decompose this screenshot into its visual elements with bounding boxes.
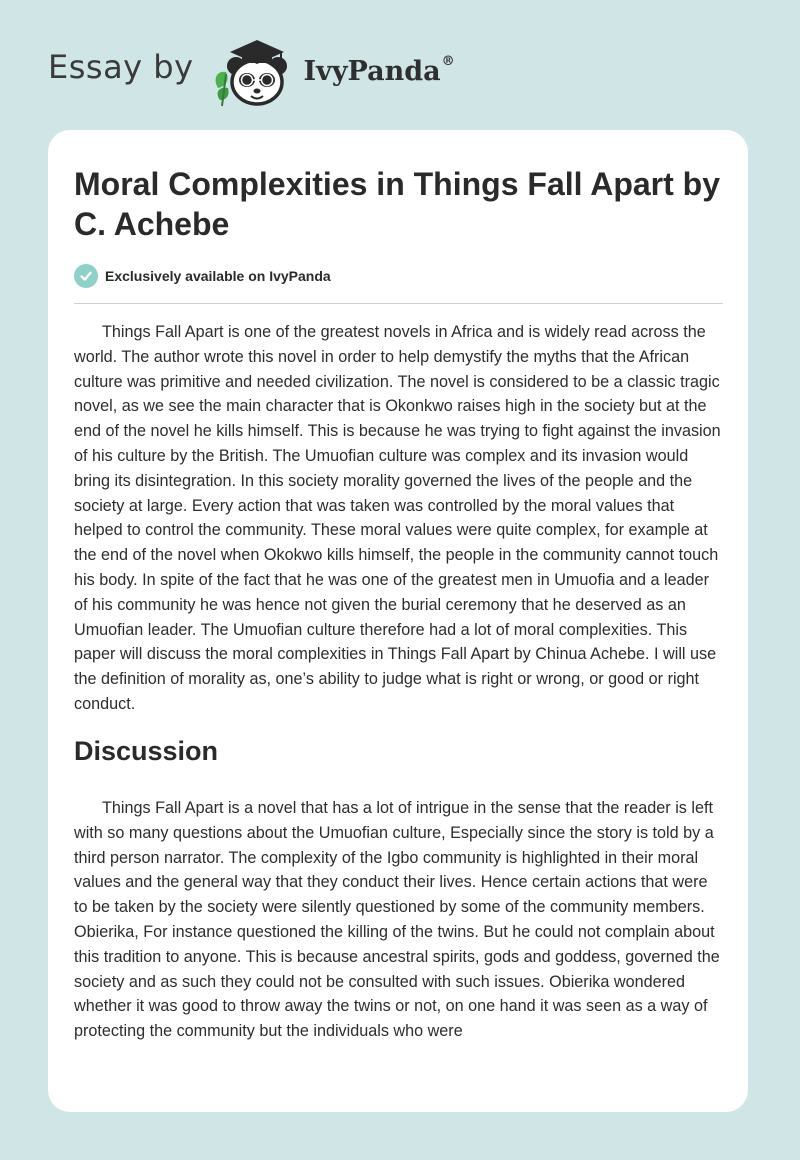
brand-name[interactable]: IvyPanda® (303, 53, 455, 87)
panda-graduate-icon[interactable] (208, 30, 300, 110)
check-icon (74, 264, 98, 288)
page-title: Moral Complexities in Things Fall Apart by C. Achebe (74, 166, 721, 242)
divider (74, 303, 723, 304)
intro-paragraph: Things Fall Apart is one of the greatest novels in Africa and is widely read across the world. The author wrote this novel in order to help demystify the myths that the African culture was primitive and needed civilization. The novel is considered to be a classic tragic novel, as we see the main character that is Okonkwo raises high in the society but at the end of the novel he kills himself. This is because he was trying to fight against the invasion of his culture by the British. The Umuofian culture was complex and its invasion would bring its disintegration. In this society morality governed the lives of the people and the society at large. Every action that was taken was controlled by the moral values that helped to control the community. These moral values were quite complex, for example at the end of the novel when Okokwo kills himself, the people in the community cannot touch his body. In spite of the fact that he was one of the greatest men in Umuofia and a leader of his community he was hence not given the burial ceremony that he deserved as an Umuofian leader. The Umuofian culture therefore had a lot of moral complexities. This paper will discuss the moral complexities in Things Fall Apart by Chinua Achebe. I will use the definition of morality as, one’s ability to judge what is right or wrong, or good or right conduct. (74, 323, 721, 713)
leaf-icon (215, 72, 228, 106)
registered-mark: ® (441, 53, 455, 69)
discussion-heading: Discussion (74, 736, 219, 766)
essay-by-label: Essay by (48, 48, 194, 86)
exclusive-badge (74, 264, 331, 288)
site-header (48, 30, 455, 110)
essay-card (48, 130, 748, 1112)
discussion-paragraph: Things Fall Apart is a novel that has a lot of intrigue in the sense that the reader is left with so many questions about the Umuofian culture, Especially since the story is told by a third person narrator. The complexity of the Igbo community is highlighted in their moral values and the general way that they conduct their lives. Hence certain actions that were to be taken by the society were silently questioned by some of the community members. Obierika, For instance questioned the killing of the twins. But he could not complain about this tradition to anyone. This is because ancestral spirits, gods and goddess, governed the society and as such they could not be consulted with such issues. Obierika wondered whether it was good to throw away the twins or not, on one hand it was seen as a way of protecting the community but the individuals who were (74, 799, 720, 1041)
exclusive-label: Exclusively available on IvyPanda (105, 268, 331, 284)
